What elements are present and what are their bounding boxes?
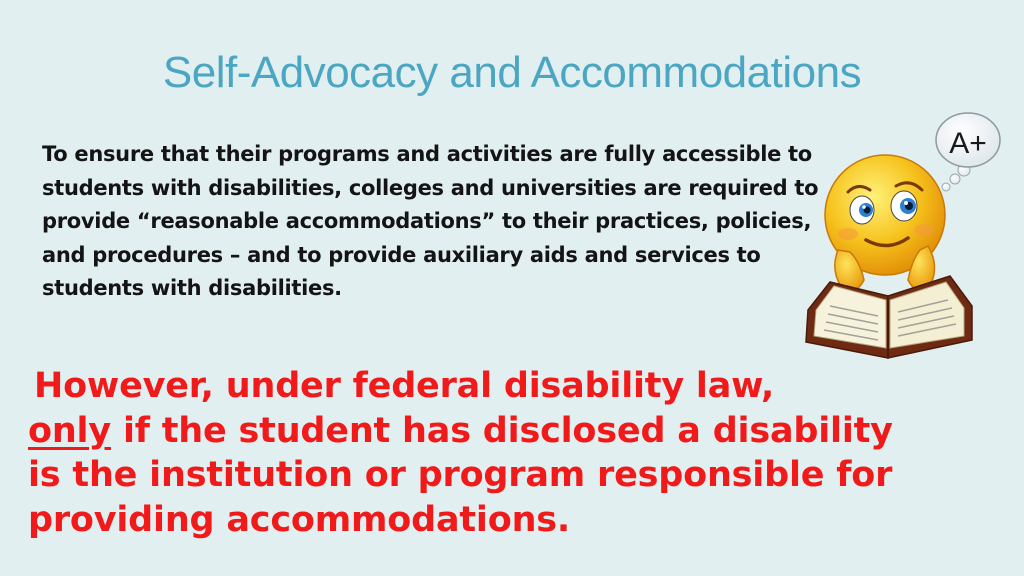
slide-title: Self-Advocacy and Accommodations xyxy=(162,48,862,97)
smiley-reading-book-icon xyxy=(800,110,1005,360)
emphasis-line-3: is the institution or program responsible for xyxy=(28,455,893,495)
open-book xyxy=(806,276,972,358)
underlined-only: only xyxy=(28,410,111,451)
thought-bubble xyxy=(936,113,1000,191)
emphasis-line-2 xyxy=(28,409,928,454)
grade-text: A+ xyxy=(949,127,987,160)
body-paragraph: To ensure that their programs and activities are fully accessible to students with disabilities, colleges and universities are required to provide “reasonable accommodations” to their practices, policies, and procedures – and to provide auxiliary aids and services to students with disabilities. xyxy=(42,142,819,300)
emphasis-line-1: However, under federal disability law, xyxy=(34,366,775,406)
emphasis-line-4: providing accommodations. xyxy=(28,499,571,540)
emphasis-line-2-rest: if the student has disclosed a disability xyxy=(110,410,893,451)
emphasis-paragraph xyxy=(28,364,928,542)
